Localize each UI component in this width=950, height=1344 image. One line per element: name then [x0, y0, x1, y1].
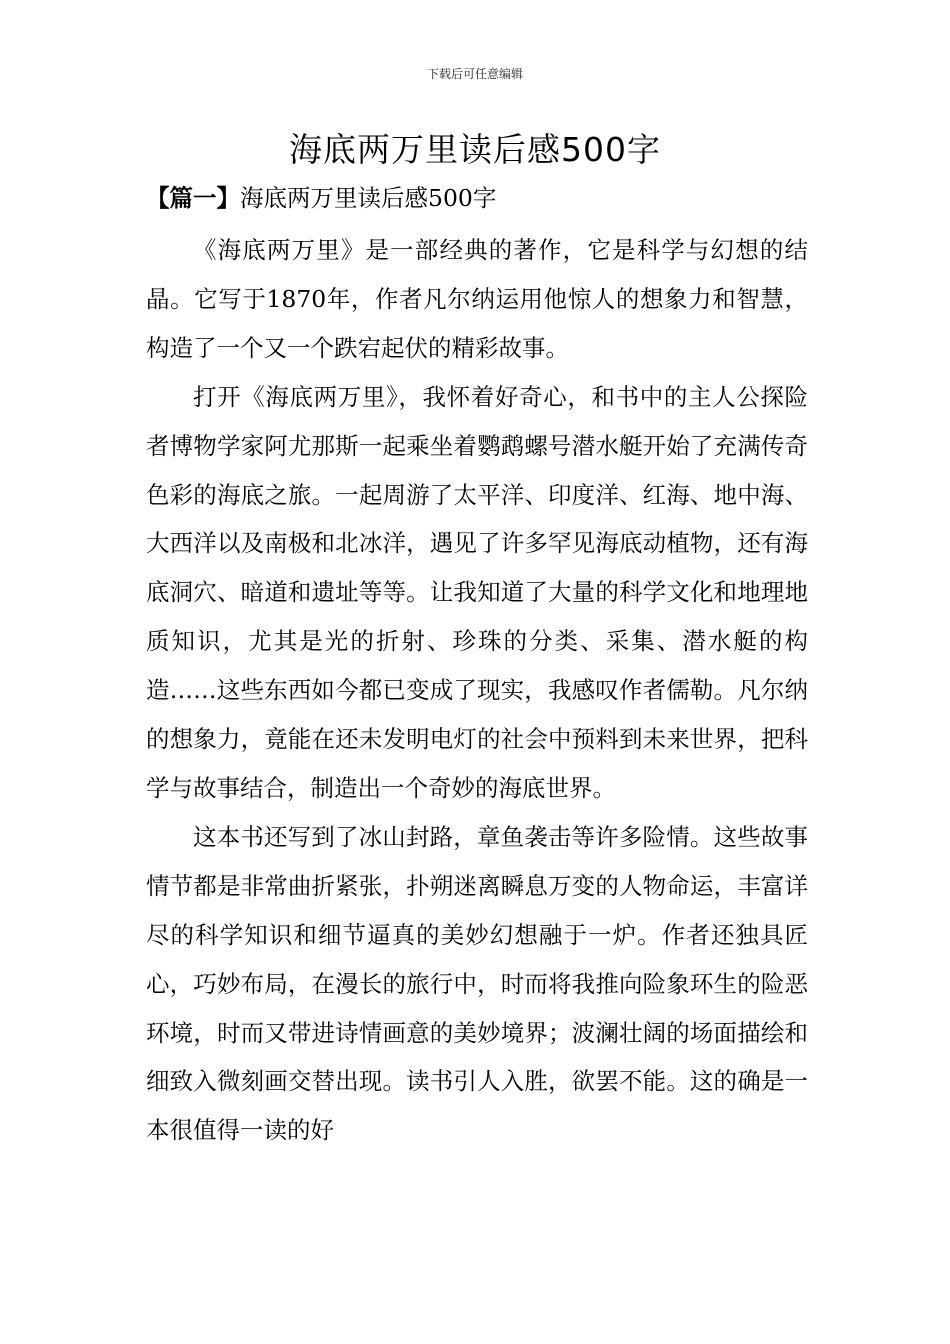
paragraph: 《海底两万里》是一部经典的著作，它是科学与幻想的结晶。它写于1870年，作者凡尔纳运用他惊人的想象力和智慧，构造了一个又一个跌宕起伏的精彩故事。 — [146, 236, 808, 362]
document-title: 海底两万里读后感500字 — [289, 130, 661, 169]
section-label: 【篇一】 — [146, 184, 240, 212]
section-heading — [146, 178, 806, 218]
paragraph: 这本书还写到了冰山封路，章鱼袭击等许多险情。这些故事情节都是非常曲折紧张，扑朔迷离瞬息万变的人物命运，丰富详尽的科学知识和细节逼真的美妙幻想融于一炉。作者还独具匠心，巧妙布局，在漫长的旅行中，时而将我推向险象环生的险恶环境，时而又带进诗情画意的美妙境界；波澜壮阔的场面描绘和细致入微刻画交替出现。读书引人入胜，欲罢不能。这的确是一本很值得一读的好 — [146, 822, 808, 1145]
paragraph: 打开《海底两万里》，我怀着好奇心，和书中的主人公探险者博物学家阿尤那斯一起乘坐着鹦鹉螺号潜水艇开始了充满传奇色彩的海底之旅。一起周游了太平洋、印度洋、红海、地中海、大西洋以及南极和北冰洋，遇见了许多罕见海底动植物，还有海底洞穴、暗道和遗址等等。让我知道了大量的科学文化和地理地质知识，尤其是光的折射、珍珠的分类、采集、潜水艇的构造……这些东西如今都已变成了现实，我感叹作者儒勒。凡尔纳的想象力，竟能在还未发明电灯的社会中预料到未来世界，把科学与故事结合，制造出一个奇妙的海底世界。 — [146, 382, 808, 802]
body-text — [146, 226, 808, 1155]
header-note: 下载后可任意编辑 — [426, 67, 523, 81]
section-heading-text: 海底两万里读后感500字 — [240, 184, 497, 212]
